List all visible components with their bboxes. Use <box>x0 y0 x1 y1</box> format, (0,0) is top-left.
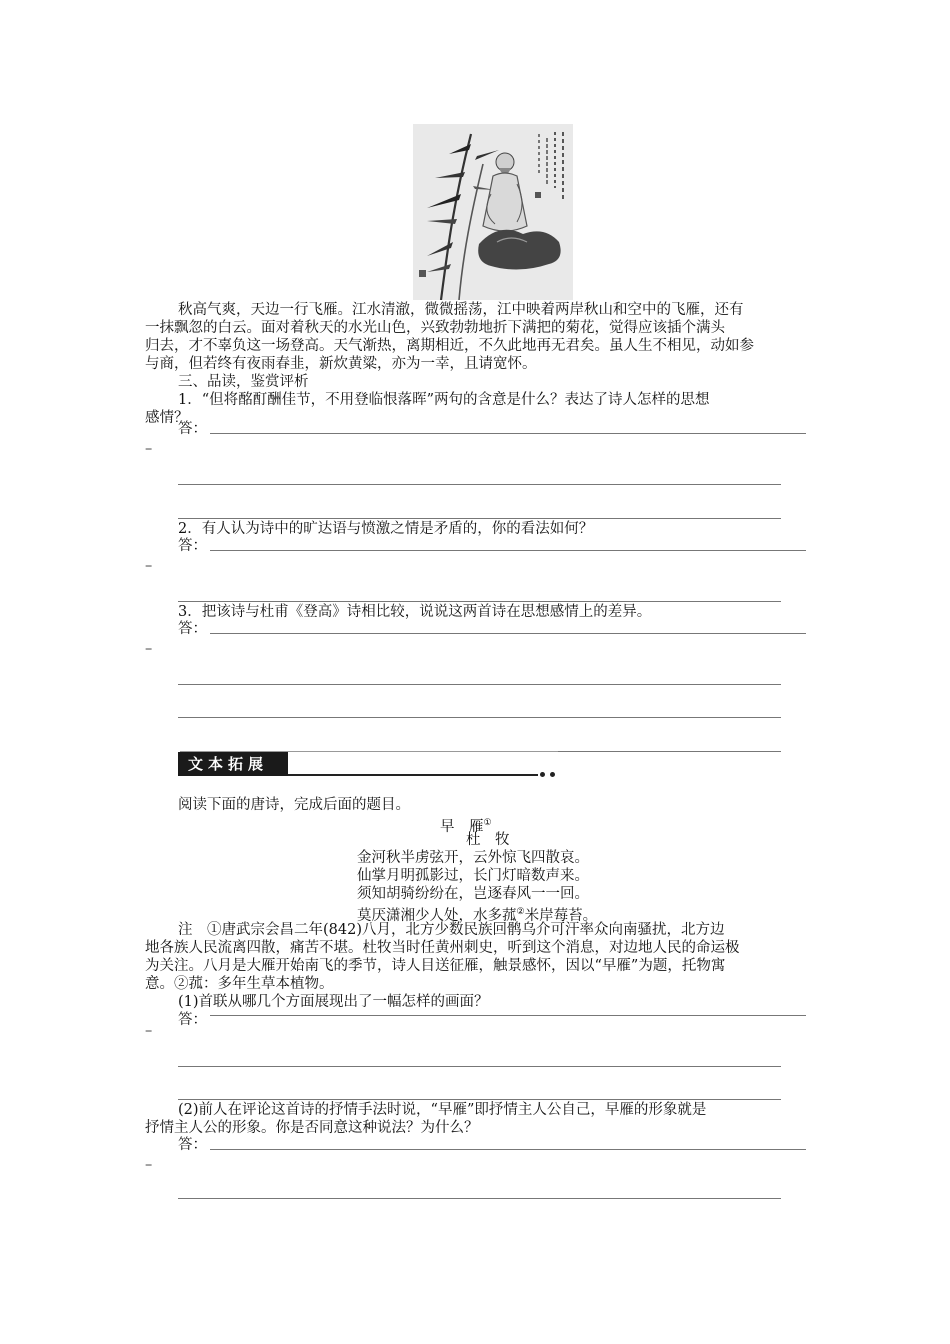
question-3-text: 3．把该诗与杜甫《登高》诗相比较，说说这两首诗在思想感情上的差异。 <box>178 604 652 620</box>
poem-line-3: 须知胡骑纷纷在，岂逐春风一一回。 <box>357 886 589 902</box>
answer-line-sq1-3[interactable] <box>178 1099 781 1100</box>
answer-line-q2-2[interactable] <box>178 601 781 602</box>
dash-mark: – <box>145 641 153 657</box>
reading-instruction: 阅读下面的唐诗，完成后面的题目。 <box>178 797 410 813</box>
appreciation-paragraph-line-3: 归去，才不辜负这一场登高。天气渐热，离期相近，不久此地再无君矣。虽人生不相见，动如参 <box>145 338 754 354</box>
answer-label-q1: 答： <box>178 421 207 437</box>
section-3-heading: 三、品读，鉴赏评析 <box>178 374 309 390</box>
dash-mark: – <box>145 1157 153 1173</box>
answer-label-sq1: 答： <box>178 1012 207 1028</box>
poem-author: 杜 牧 <box>466 832 510 848</box>
answer-label-sq2: 答： <box>178 1137 207 1153</box>
poem-title: 早 雁① <box>440 818 492 835</box>
poem-line-4-note: ② <box>516 907 525 917</box>
banner-dot-2 <box>550 772 555 777</box>
answer-line-q1-3[interactable] <box>178 518 781 519</box>
note-line-3: 为关注。八月是大雁开始南飞的季节，诗人目送征雁，触景感怀，因以“早雁”为题，托物寓 <box>145 958 726 974</box>
note-line-1: 注 ①唐武宗会昌二年(842)八月，北方少数民族回鹘乌介可汗率众向南骚扰，北方边 <box>178 922 725 938</box>
dash-mark: – <box>145 441 153 457</box>
answer-line-q1-2[interactable] <box>178 484 781 485</box>
answer-line-sq2[interactable] <box>210 1149 806 1150</box>
sub-question-1-text: (1)首联从哪几个方面展现出了一幅怎样的画面？ <box>178 994 489 1010</box>
dash-mark: – <box>145 558 153 574</box>
banner-dot-1 <box>540 772 545 777</box>
answer-line-q3[interactable] <box>210 633 806 634</box>
appreciation-paragraph-line-4: 与商，但若终有夜雨春韭，新炊黄粱，亦为一幸，且请宽怀。 <box>145 356 537 372</box>
sub-question-2-text: (2)前人在评论这首诗的抒情手法时说，“早雁”即抒情主人公自己，早雁的形象就是 <box>178 1102 707 1118</box>
dash-mark: – <box>145 1023 153 1039</box>
ink-painting-illustration <box>413 124 573 300</box>
section-banner-title: 文本拓展 <box>188 755 269 773</box>
answer-line-q1[interactable] <box>210 433 806 434</box>
note-line-4: 意。②菰：多年生草本植物。 <box>145 976 334 992</box>
banner-underline <box>288 774 538 776</box>
answer-line-q3-3[interactable] <box>178 717 781 718</box>
answer-line-q2[interactable] <box>210 550 806 551</box>
poem-line-2: 仙掌月明孤影过，长门灯暗数声来。 <box>357 868 589 884</box>
note-line-2: 地各族人民流离四散，痛苦不堪。杜牧当时任黄州刺史，听到这个消息，对边地人民的命运极 <box>145 940 740 956</box>
appreciation-paragraph-line-1: 秋高气爽，天边一行飞雁。江水清澈，微微摇荡，江中映着两岸秋山和空中的飞雁，还有 <box>178 302 744 318</box>
question-1-text: 1．“但将酩酊酬佳节，不用登临恨落晖”两句的含意是什么？表达了诗人怎样的思想 <box>178 392 710 408</box>
answer-line-sq1-2[interactable] <box>178 1066 781 1067</box>
poem-line-4: 莫厌潇湘少人处，水多菰②米岸莓苔。 <box>357 907 598 924</box>
answer-line-q3-4[interactable] <box>558 751 781 752</box>
poem-title-note: ① <box>483 818 492 828</box>
sub-question-2-text-cont: 抒情主人公的形象。你是否同意这种说法？为什么？ <box>145 1120 479 1136</box>
answer-line-q3-2[interactable] <box>178 684 781 685</box>
appreciation-paragraph-line-2: 一抹飘忽的白云。面对着秋天的水光山色，兴致勃勃地折下满把的菊花，觉得应该插个满头 <box>145 320 725 336</box>
answer-line-sq2-2[interactable] <box>178 1198 781 1199</box>
poem-line-1: 金河秋半虏弦开，云外惊飞四散哀。 <box>357 850 589 866</box>
answer-label-q3: 答： <box>178 621 207 637</box>
question-1-text-cont: 感情？ <box>145 410 189 426</box>
answer-label-q2: 答： <box>178 538 207 554</box>
question-2-text: 2．有人认为诗中的旷达语与愤激之情是矛盾的，你的看法如何？ <box>178 521 594 537</box>
answer-line-sq1[interactable] <box>210 1015 806 1016</box>
